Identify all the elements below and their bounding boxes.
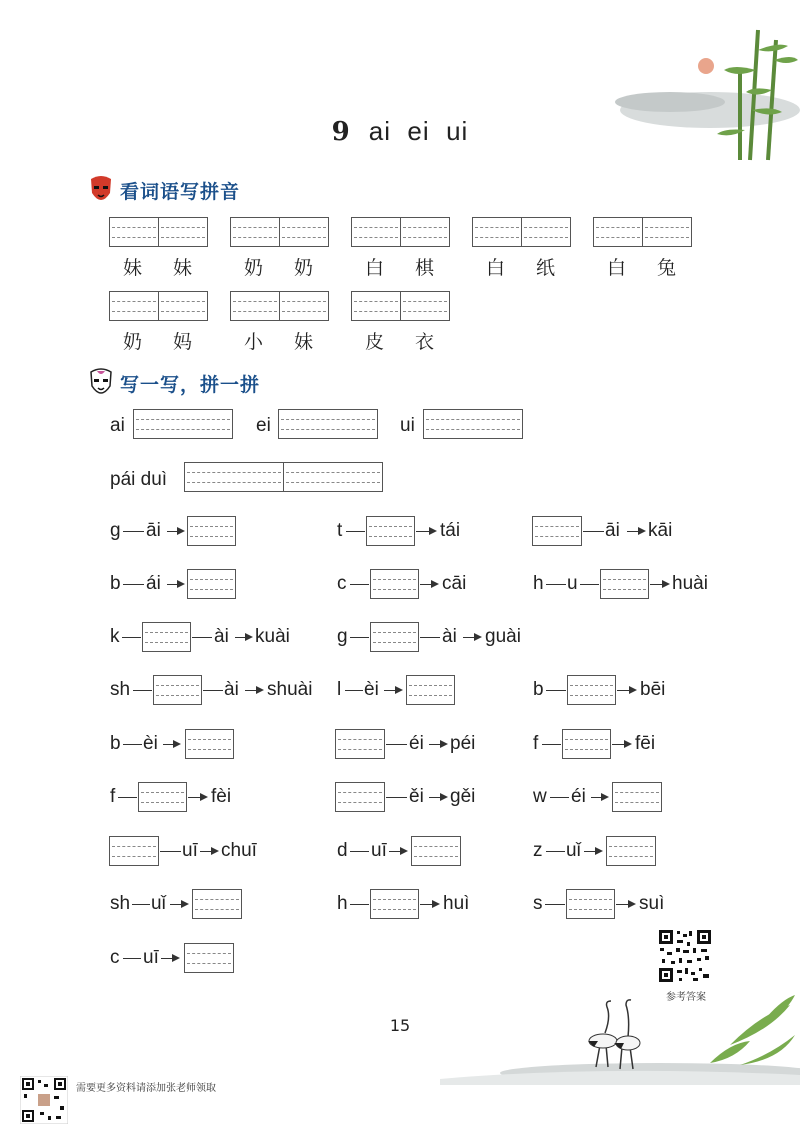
writing-cell[interactable] [522,218,570,246]
result-chui: chuī [221,840,257,861]
writing-cell[interactable] [134,410,232,438]
writing-cell[interactable] [371,890,418,918]
initial-c: c [337,573,347,594]
word-char: 妹 [294,331,314,353]
initial-l: l [337,679,342,700]
writing-cell[interactable] [154,676,201,704]
word-char: 奶 [244,257,264,279]
initial-d: d [337,840,348,861]
connector-line [345,690,363,691]
connector-line [160,851,181,852]
answer-box-bei[interactable] [567,675,616,705]
result-shuai: shuài [267,679,313,700]
pinyin-box-words_row1-0[interactable] [109,217,208,247]
word-char: 妹 [173,257,193,279]
final-ei: ěi [409,786,424,807]
writing-cell[interactable] [139,783,186,811]
label-ei: ei [256,415,271,436]
writing-cell[interactable] [188,517,235,545]
initial-h: h [337,893,348,914]
connector-line [123,958,141,959]
writing-cell[interactable] [185,463,284,491]
answer-box-fei[interactable] [562,729,611,759]
final-ai: ài [214,626,229,647]
writing-cell[interactable] [284,463,382,491]
writing-cell[interactable] [568,676,615,704]
writing-cell[interactable] [231,218,280,246]
arrow-icon [170,904,186,905]
lesson-title-text: ai ei ui [368,116,469,146]
connector-line [420,637,440,638]
writing-cell[interactable] [280,292,328,320]
write-box-ei[interactable] [278,409,378,439]
writing-cell[interactable] [424,410,522,438]
writing-cell[interactable] [159,292,207,320]
final-ai: āi [605,520,620,541]
connector-line [133,690,152,691]
lesson-number: 9 [331,117,351,147]
word-char: 皮 [365,331,385,353]
writing-cell[interactable] [567,890,614,918]
word-char: 小 [244,331,264,353]
word-char: 妹 [123,257,143,279]
word-char: 奶 [294,257,314,279]
writing-cell[interactable] [336,783,384,811]
arrow-icon [584,851,600,852]
qr-code-icon[interactable] [657,928,713,984]
final-ei: éi [409,733,424,754]
writing-cell[interactable] [533,517,581,545]
writing-cell[interactable] [473,218,522,246]
writing-cell[interactable] [110,292,159,320]
connector-line [550,797,569,798]
writing-cell[interactable] [643,218,691,246]
connector-line [583,531,604,532]
connector-line [346,531,365,532]
pinyin-box-words_row1-4[interactable] [593,217,692,247]
connector-line [545,904,565,905]
result-huai: huài [672,573,708,594]
writing-cell[interactable] [371,570,418,598]
writing-cell[interactable] [143,623,190,651]
section1-header [88,175,240,205]
connector-line [350,637,369,638]
arrow-icon [200,851,216,852]
final-ai: ái [146,573,161,594]
final-ai: ài [442,626,457,647]
arrow-icon [420,904,437,905]
writing-cell[interactable] [401,292,449,320]
connector-line [123,744,142,745]
initial-sh: sh [110,893,131,914]
answer-box-bai[interactable] [187,569,236,599]
pinyin-box-words_row2-2[interactable] [351,291,450,321]
opera-mask-icon [88,175,114,205]
connector-line [350,851,369,852]
answer-box-lei[interactable] [406,675,455,705]
connector-line [350,584,369,585]
label-ui: ui [400,415,415,436]
writing-cell[interactable] [186,730,233,758]
initial-b: b [110,733,121,754]
answer-box-zui[interactable] [606,836,656,866]
word-char: 衣 [415,331,435,353]
arrow-icon [167,531,182,532]
final-ui: uī [182,840,198,861]
word-char: 纸 [536,257,556,279]
answer-box-gei[interactable] [335,782,385,812]
writing-cell[interactable] [110,837,158,865]
connector-line [203,690,223,691]
writing-cell[interactable] [231,292,280,320]
answer-box-kai[interactable] [532,516,582,546]
final-ui: uī [143,947,159,968]
initial-w: w [533,786,547,807]
writing-cell[interactable] [336,730,384,758]
writing-cell[interactable] [110,218,159,246]
arrow-icon [163,744,178,745]
word-char: 白 [486,257,506,279]
answer-box-huai[interactable] [600,569,649,599]
arrow-icon [389,851,405,852]
initial-h: h [533,573,544,594]
arrow-icon [463,637,479,638]
answer-box-shui[interactable] [192,889,242,919]
answer-box-sui[interactable] [566,889,615,919]
answer-box-guai[interactable] [370,622,419,652]
landscape-illustration-bottom [400,985,800,1085]
writing-cell[interactable] [563,730,610,758]
answer-box-cui[interactable] [184,943,234,973]
writing-cell[interactable] [279,410,377,438]
connector-line [122,637,141,638]
result-guai: guài [485,626,521,647]
initial-f: f [110,786,116,807]
writing-cell[interactable] [412,837,460,865]
pinyin-box-words_row1-2[interactable] [351,217,450,247]
result-gei: gěi [450,786,476,807]
final-ai: āi [146,520,161,541]
initial-z: z [533,840,543,861]
section2-header [88,368,260,398]
writing-cell[interactable] [371,623,418,651]
footer-qr-code-icon[interactable] [20,1076,68,1124]
answer-box-chui[interactable] [109,836,159,866]
writing-cell[interactable] [594,218,643,246]
word-char: 妈 [173,331,193,353]
arrow-icon [188,797,205,798]
connector-line [546,851,565,852]
section2-title: 写一写，拼一拼 [120,373,261,396]
writing-cell[interactable] [607,837,655,865]
initial-f: f [533,733,539,754]
writing-cell[interactable] [352,218,401,246]
result-sui: suì [639,893,665,914]
qr-caption: 参考答案 [666,992,706,1003]
result-kai: kāi [648,520,673,541]
result-kuai: kuài [255,626,290,647]
write-box-ai[interactable] [133,409,233,439]
write-box-ui[interactable] [423,409,523,439]
initial-c: c [110,947,120,968]
initial-t: t [337,520,343,541]
final-ui: uǐ [566,840,581,861]
initial-s: s [533,893,543,914]
answer-box-hui[interactable] [370,889,419,919]
writing-cell[interactable] [613,783,661,811]
initial-b: b [110,573,121,594]
connector-line [546,584,566,585]
answer-box-tai[interactable] [366,516,415,546]
word-char: 奶 [123,331,143,353]
connector-line [580,584,599,585]
pinyin-box-words_row2-1[interactable] [230,291,329,321]
connector-line [546,690,566,691]
page-number: 15 [389,1016,411,1035]
word-char: 棋 [415,257,435,279]
writing-cell[interactable] [352,292,401,320]
arrow-icon [429,744,445,745]
answer-box-gai[interactable] [187,516,236,546]
word-char: 白 [365,257,385,279]
arrow-icon [420,584,436,585]
arrow-icon [245,690,261,691]
arrow-icon [429,797,445,798]
writing-cell[interactable] [280,218,328,246]
initial-sh: sh [110,679,131,700]
arrow-icon [167,584,182,585]
final-ai: ài [224,679,239,700]
answer-box-fei2[interactable] [138,782,187,812]
answer-box-kuai[interactable] [142,622,191,652]
lesson-title [0,116,800,147]
connector-line [192,637,212,638]
word-char: 白 [607,257,627,279]
arrow-icon [612,744,629,745]
arrow-icon [650,584,667,585]
word-char: 兔 [657,257,677,279]
arrow-icon [384,690,400,691]
connector-line [123,531,144,532]
connector-line [386,744,407,745]
medial-u: u [567,573,578,594]
answer-box-cai[interactable] [370,569,419,599]
arrow-icon [416,531,434,532]
arrow-icon [616,904,633,905]
pinyin-box-words_row1-1[interactable] [230,217,329,247]
result-fei: fēi [635,733,656,754]
answer-box-bei2[interactable] [185,729,234,759]
writing-cell[interactable] [407,676,454,704]
result-bei: bēi [640,679,666,700]
opera-mask-icon [88,368,114,398]
final-ei: èi [143,733,158,754]
arrow-icon [627,531,643,532]
connector-line [123,584,144,585]
initial-g: g [337,626,348,647]
writing-cell[interactable] [159,218,207,246]
write-box-paidui[interactable] [184,462,383,492]
final-ui: uǐ [151,893,166,914]
final-ei: éi [571,786,586,807]
label-ai: ai [110,415,125,436]
final-ei: èi [364,679,379,700]
arrow-icon [235,637,250,638]
arrow-icon [617,690,634,691]
connector-line [118,797,137,798]
writing-cell[interactable] [188,570,235,598]
writing-cell[interactable] [193,890,241,918]
result-fei2: fèi [211,786,232,807]
answer-box-pei[interactable] [335,729,385,759]
result-tai: tái [440,520,461,541]
pinyin-box-words_row1-3[interactable] [472,217,571,247]
writing-cell[interactable] [367,517,414,545]
answer-box-shuai[interactable] [153,675,202,705]
arrow-icon [161,958,177,959]
answer-box-wei[interactable] [612,782,662,812]
initial-b: b [533,679,544,700]
initial-g: g [110,520,121,541]
final-ui: uī [371,840,387,861]
answer-box-dui[interactable] [411,836,461,866]
result-hui: huì [443,893,470,914]
writing-cell[interactable] [185,944,233,972]
writing-cell[interactable] [401,218,449,246]
connector-line [386,797,407,798]
pinyin-box-words_row2-0[interactable] [109,291,208,321]
connector-line [132,904,150,905]
initial-k: k [110,626,120,647]
connector-line [542,744,561,745]
result-cai: cāi [442,573,467,594]
result-pei: péi [450,733,476,754]
arrow-icon [591,797,606,798]
footer-note: 需要更多资料请添加张老师领取 [76,1083,216,1094]
connector-line [350,904,369,905]
label-paidui: pái duì [110,469,168,490]
section1-title: 看词语写拼音 [120,180,241,203]
writing-cell[interactable] [601,570,648,598]
